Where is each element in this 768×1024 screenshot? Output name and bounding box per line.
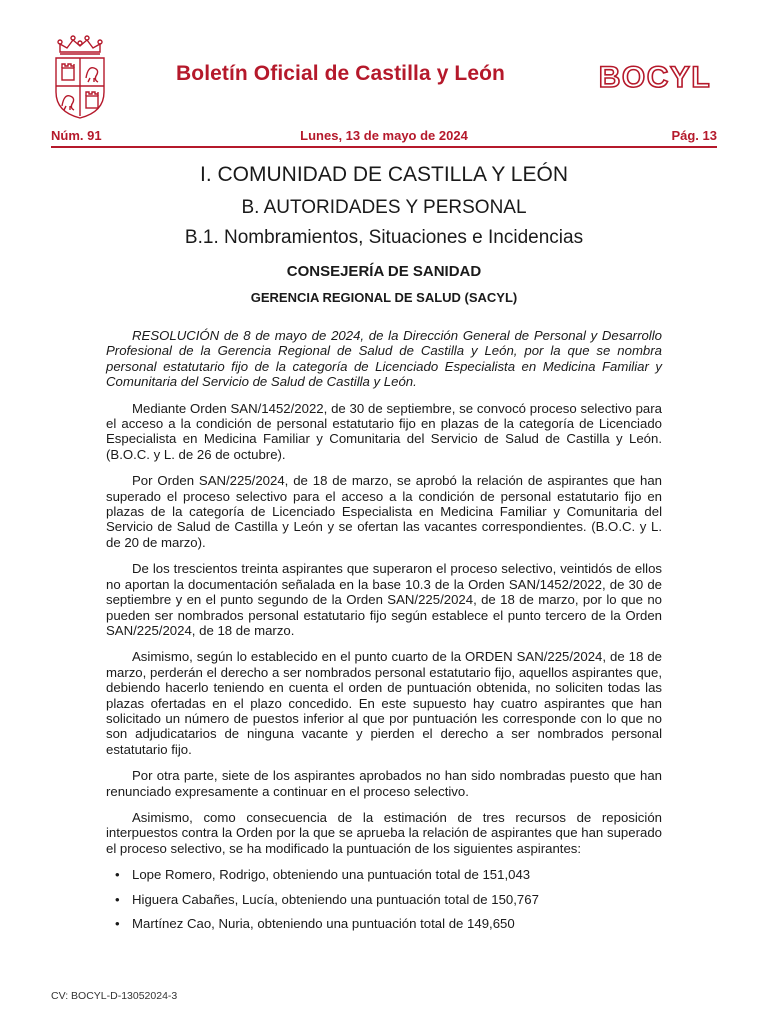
section-heading-level3: B.1. Nombramientos, Situaciones e Incidencias — [184, 227, 584, 248]
bocyl-logo-text: BOCYL — [598, 61, 712, 94]
coat-of-arms-icon — [48, 32, 112, 120]
list-item-text: Lope Romero, Rodrigo, obteniendo una puntuación total de 151,043 — [132, 867, 531, 883]
list-item-text: Martínez Cao, Nuria, obteniendo una puntuación total de 149,650 — [132, 916, 515, 931]
document-body — [106, 328, 662, 940]
page-header — [48, 32, 720, 122]
page-number: Pág. 13 — [671, 128, 717, 143]
header-divider — [51, 146, 717, 148]
section-heading-level1: I. COMUNIDAD DE CASTILLA Y LEÓN — [200, 163, 568, 186]
issue-date: Lunes, 13 de mayo de 2024 — [300, 128, 468, 143]
body-paragraph-1: Mediante Orden SAN/1452/2022, de 30 de septiembre, se convocó proceso selectivo para el acceso a la condición de personal estatutario fijo en plazas de la categoría de Licenciado Especialista en Medicina Familiar y Comunitaria del Servicio de Salud de Castilla y León. (B.O.C. y L. de 26 de octubre). — [106, 400, 662, 462]
issue-number: Núm. 91 — [51, 128, 102, 143]
list-item-text: Higuera Cabañes, Lucía, obteniendo una puntuación total de 150,767 — [132, 891, 539, 907]
body-paragraph-4: Asimismo, según lo establecido en el punto cuarto de la ORDEN SAN/225/2024, de 18 de marzo, perderán el derecho a ser nombrados personal estatutario fijo, aquellos aspirantes que, debiendo hacerlo teniendo en cuenta el orden de puntuación obtenida, no soliciten todas las plazas ofertadas en el plazo concedido. En este supuesto hay cuatro aspirantes que han solicitado un número de puestos inferior al que por puntuación les corresponde con lo que no son adjudicatarios de ninguna vacante y pierden el derecho a ser nombrados personal estatutario fijo. — [106, 649, 662, 757]
issue-meta-row — [51, 128, 717, 144]
bullet-icon: • — [115, 916, 120, 931]
journal-title: Boletín Oficial de Castilla y León — [176, 62, 505, 85]
list-item — [106, 916, 662, 931]
sub-department-heading: GERENCIA REGIONAL DE SALUD (SACYL) — [250, 290, 518, 305]
resolution-paragraph: RESOLUCIÓN de 8 de mayo de 2024, de la Dirección General de Personal y Desarrollo Profesional de la Gerencia Regional de Salud de Castilla y León, por la que se nombra personal estatutario fijo de la categoría de Licenciado Especialista en Medicina Familiar y Comunitaria del Servicio de Salud de Castilla y León. — [106, 328, 662, 390]
bullet-icon: • — [115, 867, 120, 883]
body-paragraph-2: Por Orden SAN/225/2024, de 18 de marzo, se aprobó la relación de aspirantes que han superado el proceso selectivo para el acceso a la condición de personal estatutario fijo en plazas de la categoría de Licenciado Especialista en Medicina Familiar y Comunitaria del Servicio de Salud de Castilla y León y se ofertan las vacantes correspondientes. (B.O.C. y L. de 20 de marzo). — [106, 473, 662, 550]
bocyl-logo — [591, 60, 719, 94]
body-paragraph-6: Asimismo, como consecuencia de la estimación de tres recursos de reposición interpuestos contra la Orden por la que se aprueba la relación de aspirantes que han superado el proceso selectivo, se ha modificado la puntuación de los siguientes aspirantes: — [106, 809, 662, 856]
list-item — [106, 892, 662, 907]
score-list — [106, 867, 662, 931]
bullet-icon: • — [115, 891, 120, 907]
section-heading-level2: B. AUTORIDADES Y PERSONAL — [241, 197, 527, 218]
body-paragraph-3: De los trescientos treinta aspirantes que superaron el proceso selectivo, veintidós de ellos no aportan la documentación señalada en la base 10.3 de la Orden SAN/1452/2022, de 30 de septiembre y en el punto segundo de la Orden SAN/225/2024, de 18 de marzo, por lo que no pueden ser nombrados personal estatutario fijo según establece el punto tercero de la Orden SAN/225/2024, de 18 de marzo. — [106, 561, 662, 638]
cv-code: CV: BOCYL-D-13052024-3 — [51, 990, 178, 1002]
department-heading: CONSEJERÍA DE SANIDAD — [286, 263, 482, 280]
list-item — [106, 867, 662, 882]
body-paragraph-5: Por otra parte, siete de los aspirantes aprobados no han sido nombradas puesto que han renunciado expresamente a continuar en el proceso selectivo. — [106, 768, 662, 799]
